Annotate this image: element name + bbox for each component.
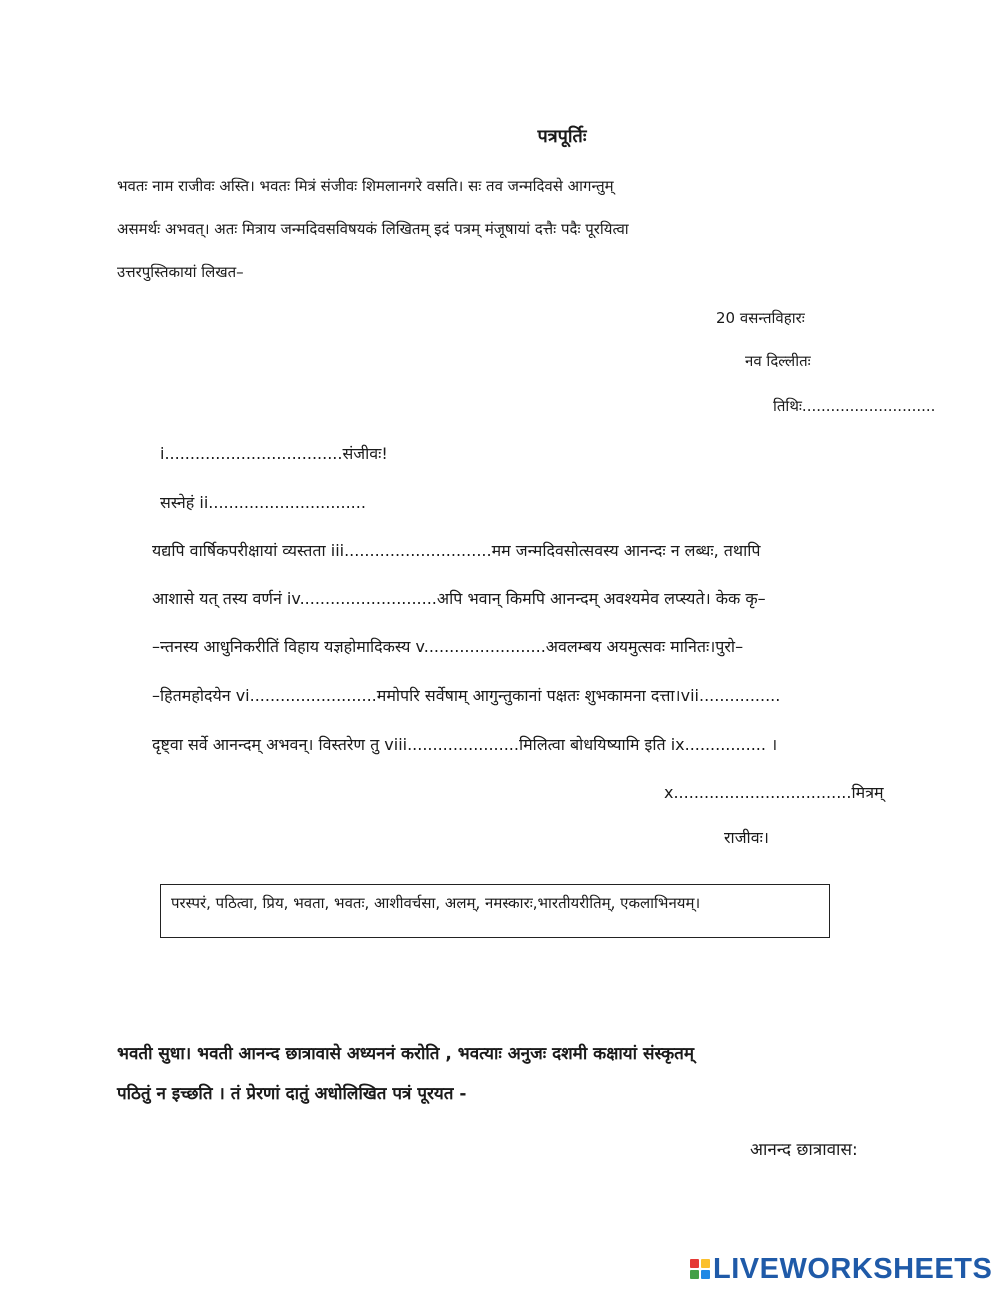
- question2-line-2: पठितुं न इच्छति । तं प्रेरणां दातुं अधोलिखित पत्रं पूरयत -: [117, 1084, 467, 1104]
- address-line-2: नव दिल्लीतः: [745, 352, 811, 370]
- logo-mark-square: [690, 1259, 699, 1268]
- letter-body-line-5: दृष्ट्वा सर्वे आनन्दम् अभवन्। विस्तरेण तु viii......................मिलित्वा बोधयिष्यामि इति ix................ ।: [152, 735, 778, 754]
- question2-line-1: भवती सुधा। भवती आनन्द छात्रावासे अध्यननं करोति , भवत्याः अनुजः दशमी कक्षायां संस्कृतम्: [117, 1044, 695, 1064]
- logo-mark-icon: [690, 1259, 710, 1279]
- address-date: तिथिः............................: [773, 397, 936, 415]
- word-box: परस्परं, पठित्वा, प्रिय, भवता, भवतः, आशीवर्चसा, अलम्, नमस्कारः,भारतीयरीतिम्, एकलाभिनयम्।: [160, 884, 830, 938]
- letter-closing: x...................................मित्रम्: [664, 783, 884, 802]
- letter-signature: राजीवः।: [724, 828, 769, 847]
- logo-mark-square: [701, 1259, 710, 1268]
- intro-line-2: असमर्थः अभवत्। अतः मित्राय जन्मदिवसविषयकं लिखितम् इदं पत्रम् मंजूषायां दत्तैः पदैः पूरयित्वा: [117, 220, 629, 238]
- letter-body-line-1: यद्यपि वार्षिकपरीक्षायां व्यस्तता iii.............................मम जन्मदिवसोत्सवस्य आनन्दः न लब्धः, तथापि: [152, 541, 761, 560]
- letter-salutation: i...................................संजीवः!: [160, 444, 388, 463]
- address-line-1: 20 वसन्तविहारः: [716, 309, 805, 327]
- q2-address: आनन्द छात्रावास:: [750, 1140, 858, 1160]
- liveworksheets-logo: [690, 1252, 992, 1286]
- logo-mark-square: [701, 1270, 710, 1279]
- letter-body-line-4: –हितमहोदयेन vi.........................ममोपरि सर्वेषाम् आगुन्तुकानां पक्षतः शुभकामना दत्ता।vii................: [152, 686, 781, 705]
- letter-body-line-2: आशासे यत् तस्य वर्णनं iv...........................अपि भवान् किमपि आनन्दम् अवश्यमेव लप्स्यते। केक कृ–: [152, 589, 766, 608]
- intro-line-1: भवतः नाम राजीवः अस्ति। भवतः मित्रं संजीवः शिमलानगरे वसति। सः तव जन्मदिवसे आगन्तुम्: [117, 177, 614, 195]
- logo-mark-square: [690, 1270, 699, 1279]
- letter-body-line-3: –न्तनस्य आधुनिकरीतिं विहाय यज्ञहोमादिकस्य v........................अवलम्बय अयमुत्सवः मानितः।पुरो–: [152, 637, 744, 656]
- intro-line-3: उत्तरपुस्तिकायां लिखत–: [117, 263, 244, 281]
- logo-text: LIVEWORKSHEETS: [713, 1252, 993, 1285]
- page-title: पत्रपूर्तिः: [537, 126, 587, 147]
- letter-greeting: सस्नेहं ii...............................: [160, 493, 366, 512]
